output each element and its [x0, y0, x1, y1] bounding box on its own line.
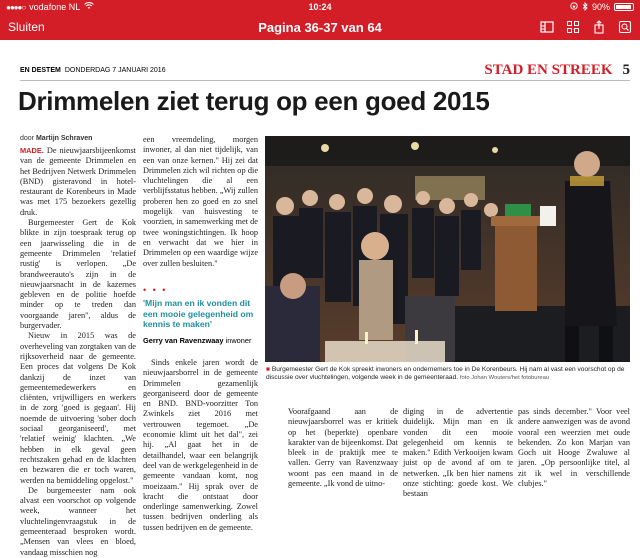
section-title: STAD EN STREEK: [484, 61, 613, 78]
clock: 10:24: [308, 2, 332, 12]
quote-author-role: inwoner: [225, 335, 252, 345]
quote-bullets: • • •: [143, 285, 168, 295]
byline-author: Martijn Schraven: [35, 135, 93, 142]
quote-author-name: Gerry van Ravenzwaay: [143, 335, 224, 345]
paragraph: Sinds enkele jaren wordt de nieuwjaarsborrel in de gemeente Drimmelen gezamenlijk georganiseerd door de gemeente en BND. BND-voorzitter Ton Zwinkels ziet 2016 met vertrouwen tegemoet. „De economie klimt uit het dal", zei hij. „Al gaat het in de detailhandel, waar een belangrijk deel van de werkgelegenheid in de gemeente vandaan komt, nog moeizaam." Hij sprak over de kracht die ontstaat door onderlinge samenwerking. Zowel tussen bedrijven onderling als tussen bedrijven en de gemeente.: [143, 358, 258, 532]
battery-percent: 90%: [591, 2, 610, 12]
edition-date: DONDERDAG 7 JANUARI 2016: [64, 66, 166, 74]
byline: [20, 135, 92, 142]
article-column-2: [143, 135, 258, 269]
caption-marker: ■: [266, 366, 270, 373]
paragraph: diging in de advertentie duidelijk. Mijn man en ik vonden dit een mooie gelegenheid om kennis te maken." Edith Verkooijen kwam juist op de avond af om te netwerken. „Ik ben hier namens onze stichting: goede kost. We bestaan: [403, 407, 513, 499]
close-button[interactable]: Sluiten: [8, 20, 45, 34]
newspaper-page[interactable]: [0, 40, 640, 557]
status-left: [6, 2, 206, 12]
paragraph: Burgemeester Gert de Kok blikte in zijn toespraak terug op een jaarwisseling die in de gemeente Drimmelen 'relatief rustig' is verlopen. „De brandweerauto's zijn in de nieuwjaarsnacht in de kazernes gebleven en de politie hoefde minder op te treden dan voorgaande jaren", aldus de burgervader.: [20, 218, 136, 331]
masthead-divider: [20, 80, 630, 81]
signal-icon: ●●●●○: [6, 2, 26, 12]
photo-credit: foto Johan Wouters/het fotobureau: [459, 375, 550, 382]
article-headline: Drimmelen ziet terug op een goed 2015: [18, 86, 490, 116]
dateline: MADE.: [20, 146, 44, 155]
wifi-icon: [84, 2, 94, 12]
paragraph: Voorafgaand aan de nieuwjaarsborrel was er kritiek op het (beperkte) openbare karakter van de bijeenkomst. Dat bleek in de praktijk mee te vallen. Gerry van Ravenzwaay woont pas een maand in de gemeente. „Ik vond de uitno-: [288, 407, 398, 489]
bluetooth-icon: [582, 2, 588, 13]
paragraph: een vreemdeling, morgen inwoner, al dan niet tijdelijk, van een van onze kernen." Hij zei dat Drimmelen zich wil richten op die vluchtelingen die al een verblijfsstatus hebben. „Wij zullen proberen hen zo goed en zo snel mogelijk van huisvesting te voorzien, in samenwerking met de twee woningstichtingen. Ik hoop en verwacht dat we hier in Drimmelen op een waardige wijze over zullen besluiten.": [143, 135, 258, 268]
article-column-4: [403, 407, 513, 500]
pull-quote: [143, 285, 261, 345]
search-icon[interactable]: [618, 20, 632, 34]
status-right: [434, 2, 634, 13]
battery-icon: [614, 3, 634, 11]
byline-prefix: door: [20, 135, 35, 142]
paper-name: EN DESTEM: [20, 66, 61, 74]
paragraph: [20, 146, 136, 218]
pages-icon[interactable]: [566, 20, 580, 34]
masthead: [20, 60, 630, 80]
share-icon[interactable]: [592, 20, 606, 34]
lock-rotation-icon: [570, 2, 578, 12]
navigation-bar: [0, 14, 640, 40]
paragraph: Nieuw in 2015 was de overheveling van zorgtaken van de rijksoverheid naar de gemeente. Een proces dat volgens De Kok dankzij de inzet van gemeentemedewerkers en cliënten, vrijwilligers en werkers in de zorg 'goed is gegaan'. Hij noemde de uitvoering 'sober doch sociaal georganiseerd', met 'relatief weinig' klachten. „We hebben in elk geval geen rechtszaken gehad en de klachten en bezwaren die er toch waren, werden na bemiddeling opgelost.": [20, 331, 136, 485]
paragraph-text: De nieuwjaarsbijeenkomst van de gemeente Drimmelen en het Bedrijven Netwerk Drimmelen (BND) gisteravond in hotel-restaurant de Korenbeurs in Made was met 175 bezoekers gezellig druk.: [20, 146, 136, 217]
grid-view-icon[interactable]: [540, 20, 554, 34]
article-column-1: [20, 146, 136, 558]
quote-text: 'Mijn man en ik vonden dit een mooie gelegenheid om kennis te maken': [143, 298, 254, 330]
photo-caption: [266, 366, 630, 383]
carrier-label: vodafone NL: [29, 2, 81, 12]
status-bar: [0, 0, 640, 14]
caption-text: Burgemeester Gert de Kok spreekt inwoners en ondernemers toe in De Korenbeurs. Hij nam al vast een voorschot op de discussie over vluchtelingen, volgende week in de gemeenteraad.: [266, 366, 625, 382]
page-number: 5: [622, 61, 630, 78]
article-column-2b: [143, 358, 258, 533]
article-column-3: [288, 407, 398, 489]
quote-author: [143, 336, 261, 345]
paragraph: De burgemeester nam ook alvast een voorschot op volgende week, wanneer het vluchtelingenvraagstuk in de gemeenteraad besproken wordt. „Mensen van vlees en bloed, vandaag misschien nog: [20, 485, 136, 557]
paragraph: pas sinds december." Voor veel andere aanwezigen was de avond vooral een weerzien met oude bekenden. Zo kon Marjan van Goch uit Hooge Zwaluwe al jaren. „Op persoonlijke titel, al zit ik wel in verschillende clubjes.": [518, 407, 630, 489]
article-photo: [265, 136, 630, 362]
page-title: Pagina 36-37 van 64: [258, 19, 382, 35]
article-column-5: [518, 407, 630, 489]
toolbar-icons: [512, 20, 632, 34]
